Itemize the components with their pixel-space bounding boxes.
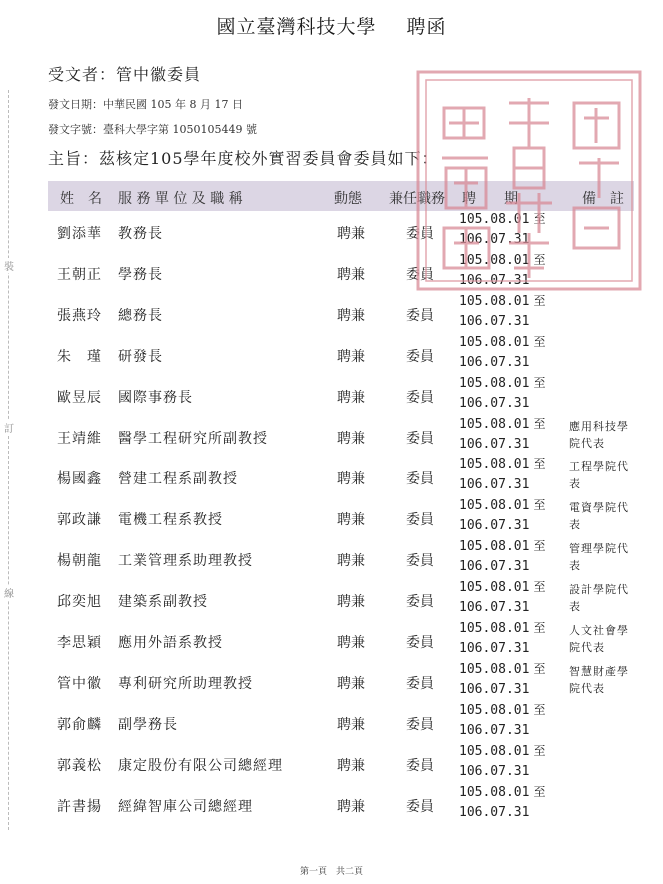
- member-action: 聘兼: [337, 266, 365, 283]
- member-period: [459, 209, 545, 250]
- period-start: 105.08.01: [459, 212, 530, 227]
- member-period: [459, 495, 545, 536]
- period-to: 至: [533, 661, 546, 676]
- period-end: 106.07.31: [459, 681, 530, 697]
- member-unit-title: 副學務長: [118, 716, 178, 733]
- member-name: 劉添華: [57, 226, 102, 242]
- table-row: [0, 784, 663, 828]
- period-end: 106.07.31: [459, 763, 530, 779]
- member-role: 委員: [406, 635, 434, 651]
- binding-mark-ding: 訂: [3, 420, 15, 435]
- period-end: 106.07.31: [459, 722, 530, 738]
- member-period: [459, 332, 545, 373]
- member-action: 聘兼: [337, 512, 365, 529]
- period-end: 106.07.31: [459, 313, 530, 329]
- member-period: [459, 659, 545, 700]
- table-row: [0, 621, 663, 664]
- member-action: 聘兼: [337, 594, 365, 611]
- period-to: 至: [533, 212, 546, 226]
- table-row: [0, 743, 663, 787]
- member-note: 工程學院代表: [569, 460, 629, 491]
- header-note: 備 註: [582, 191, 624, 207]
- member-name: 管中徽: [57, 675, 102, 692]
- period-start: 105.08.01: [459, 293, 530, 309]
- member-action: 聘兼: [337, 430, 365, 447]
- member-role: 委員: [406, 471, 434, 488]
- member-unit-title: 專利研究所助理教授: [118, 675, 253, 692]
- member-period: [459, 741, 545, 782]
- member-name: 郭政謙: [57, 512, 102, 529]
- member-period: [459, 536, 545, 577]
- member-role: 委員: [406, 389, 434, 406]
- period-start: 105.08.01: [459, 457, 530, 473]
- member-action: 聘兼: [337, 757, 365, 774]
- header-unit: 服 務 單 位 及 職 稱: [118, 191, 243, 207]
- subject-line: 主旨：茲核定105學年度校外實習委員會委員如下：: [48, 149, 439, 168]
- member-period: [459, 618, 545, 659]
- member-name: 李思穎: [57, 635, 102, 651]
- period-start: 105.08.01: [459, 375, 530, 391]
- member-action: 聘兼: [337, 635, 365, 651]
- member-period: [459, 782, 545, 823]
- member-unit-title: 建築系副教授: [118, 594, 208, 611]
- member-name: 朱 瑾: [57, 348, 102, 365]
- table-row: [0, 661, 663, 705]
- member-unit-title: 醫學工程研究所副教授: [118, 430, 268, 447]
- member-note: 設計學院代表: [569, 583, 629, 614]
- period-start: 105.08.01: [459, 539, 530, 555]
- header-role: 兼任職務: [389, 191, 445, 207]
- member-role: 委員: [406, 226, 434, 242]
- member-action: 聘兼: [337, 348, 365, 365]
- page-footer: 第一頁 共二頁: [299, 867, 363, 877]
- member-unit-title: 教務長: [118, 226, 163, 242]
- period-end: 106.07.31: [459, 354, 530, 370]
- member-period: [459, 454, 545, 495]
- member-action: 聘兼: [337, 389, 365, 406]
- member-name: 楊朝龍: [57, 553, 102, 570]
- member-period: [459, 700, 545, 741]
- period-end: 106.07.31: [459, 272, 530, 288]
- member-unit-title: 工業管理系助理教授: [118, 553, 253, 570]
- member-name: 王靖維: [57, 430, 102, 447]
- member-unit-title: 營建工程系副教授: [118, 471, 238, 488]
- period-start: 105.08.01: [459, 416, 530, 432]
- header-name: 姓 名: [60, 191, 102, 207]
- table-row: [0, 580, 663, 623]
- period-to: 至: [533, 375, 546, 390]
- period-to: 至: [533, 702, 546, 717]
- member-action: 聘兼: [337, 553, 365, 570]
- addressee: 受文者：管中徽委員: [48, 65, 202, 84]
- member-action: 聘兼: [337, 307, 365, 324]
- period-to: 至: [533, 621, 546, 635]
- period-start: 105.08.01: [459, 743, 530, 759]
- period-start: 105.08.01: [459, 498, 530, 514]
- member-role: 委員: [406, 675, 434, 692]
- period-end: 106.07.31: [459, 559, 530, 575]
- table-row: [0, 293, 663, 337]
- period-end: 106.07.31: [459, 395, 530, 411]
- period-start: 105.08.01: [459, 621, 530, 636]
- period-to: 至: [533, 580, 546, 595]
- member-note: 電資學院代表: [569, 501, 629, 532]
- member-role: 委員: [406, 512, 434, 529]
- member-name: 王朝正: [57, 266, 102, 283]
- header-action: 動態: [334, 191, 362, 207]
- table-row: [0, 539, 663, 582]
- member-name: 歐昱辰: [57, 389, 102, 406]
- table-row: [0, 457, 663, 500]
- member-note: 管理學院代表: [569, 542, 629, 573]
- member-note: 應用科技學院代表: [569, 419, 629, 450]
- member-unit-title: 國際事務長: [118, 389, 193, 406]
- member-role: 委員: [406, 307, 434, 324]
- period-to: 至: [533, 416, 546, 431]
- period-end: 106.07.31: [459, 232, 530, 247]
- member-action: 聘兼: [337, 226, 365, 242]
- issue-date: 發文日期：中華民國 105 年 8 月 17 日: [48, 98, 243, 111]
- member-role: 委員: [406, 798, 434, 815]
- header-period: 聘 期: [462, 191, 518, 207]
- school-name: 國立臺灣科技大學: [216, 16, 377, 38]
- binding-mark-xian: 線: [3, 585, 15, 600]
- period-to: 至: [533, 498, 546, 513]
- member-role: 委員: [406, 553, 434, 570]
- period-start: 105.08.01: [459, 661, 530, 677]
- member-name: 郭俞麟: [57, 716, 102, 733]
- period-end: 106.07.31: [459, 477, 530, 493]
- member-action: 聘兼: [337, 471, 365, 488]
- member-unit-title: 總務長: [118, 307, 163, 324]
- period-to: 至: [533, 743, 546, 758]
- period-to: 至: [533, 457, 546, 472]
- period-end: 106.07.31: [459, 641, 530, 656]
- period-end: 106.07.31: [459, 518, 530, 534]
- member-unit-title: 研發長: [118, 348, 163, 365]
- period-start: 105.08.01: [459, 334, 530, 350]
- member-period: [459, 577, 545, 618]
- period-start: 105.08.01: [459, 580, 530, 596]
- member-period: [459, 250, 545, 291]
- member-action: 聘兼: [337, 675, 365, 692]
- member-name: 邱奕旭: [57, 594, 102, 611]
- member-name: 許書揚: [57, 798, 102, 815]
- member-period: [459, 373, 545, 414]
- member-period: [459, 414, 545, 455]
- table-row: [0, 334, 663, 378]
- member-period: [459, 291, 545, 332]
- period-start: 105.08.01: [459, 252, 530, 268]
- period-start: 105.08.01: [459, 702, 530, 718]
- member-role: 委員: [406, 430, 434, 447]
- member-role: 委員: [406, 757, 434, 774]
- table-row: [0, 702, 663, 746]
- member-unit-title: 應用外語系教授: [118, 635, 223, 651]
- table-row: [0, 252, 663, 296]
- period-start: 105.08.01: [459, 784, 530, 800]
- member-name: 張燕玲: [57, 307, 102, 324]
- member-role: 委員: [406, 266, 434, 283]
- table-row: [0, 416, 663, 460]
- member-role: 委員: [406, 348, 434, 365]
- member-note: 人文社會學院代表: [569, 624, 629, 654]
- member-unit-title: 經緯智庫公司總經理: [118, 798, 253, 815]
- member-unit-title: 電機工程系教授: [118, 512, 223, 529]
- member-unit-title: 學務長: [118, 266, 163, 283]
- table-row: [0, 375, 663, 419]
- table-row: [0, 212, 663, 255]
- period-end: 106.07.31: [459, 804, 530, 820]
- member-name: 郭義松: [57, 757, 102, 774]
- member-action: 聘兼: [337, 798, 365, 815]
- table-row: [0, 498, 663, 541]
- period-to: 至: [533, 334, 546, 349]
- member-role: 委員: [406, 716, 434, 733]
- period-end: 106.07.31: [459, 600, 530, 616]
- member-name: 楊國鑫: [57, 471, 102, 488]
- document-number: 發文字號：臺科大學字第 1050105449 號: [48, 123, 257, 136]
- document-type: 聘函: [406, 16, 447, 38]
- period-to: 至: [533, 784, 546, 799]
- member-unit-title: 康定股份有限公司總經理: [118, 757, 283, 774]
- period-to: 至: [533, 539, 546, 554]
- document-title: [0, 12, 663, 39]
- member-role: 委員: [406, 594, 434, 611]
- member-note: 智慧財產學院代表: [569, 664, 629, 695]
- period-end: 106.07.31: [459, 436, 530, 452]
- period-to: 至: [533, 293, 546, 308]
- period-to: 至: [533, 252, 546, 267]
- binding-mark-zhuang: 裝: [3, 258, 15, 273]
- member-action: 聘兼: [337, 716, 365, 733]
